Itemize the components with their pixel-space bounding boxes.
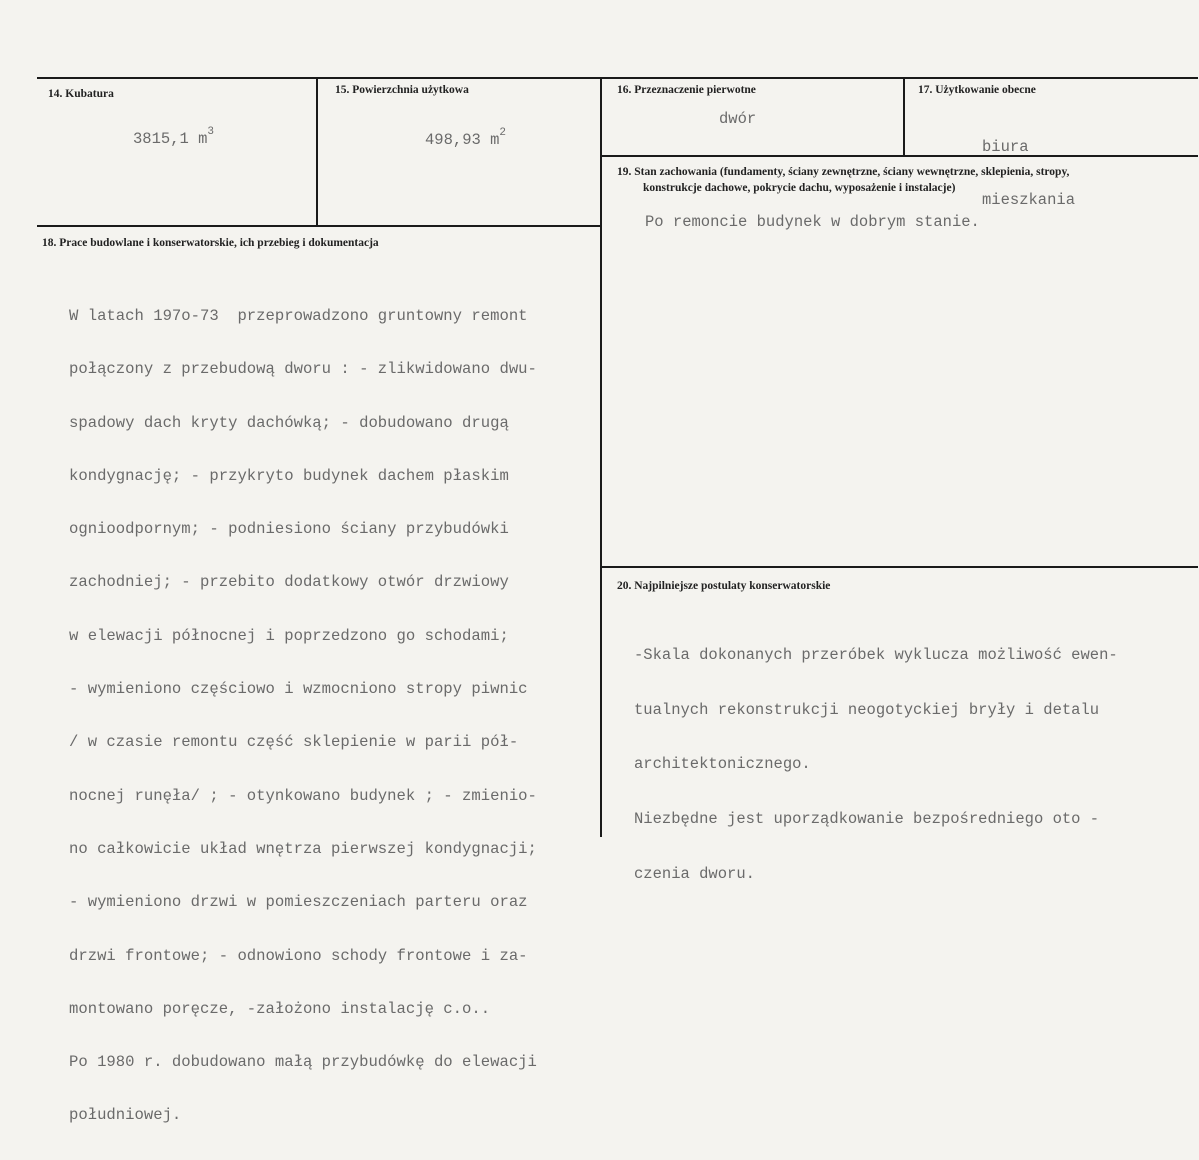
grid-line-low-right bbox=[601, 566, 1198, 568]
postulate-line: architektonicznego. bbox=[634, 755, 811, 774]
grid-line-v2 bbox=[600, 77, 602, 837]
grid-line-v1 bbox=[316, 77, 318, 226]
kubatura-exponent: 3 bbox=[207, 126, 215, 138]
field-20-value bbox=[634, 610, 1118, 919]
field-14-value bbox=[133, 126, 214, 148]
postulate-line: tualnych rekonstrukcji neogotyckiej bryły i detalu bbox=[634, 700, 1100, 719]
field-17-label: 17. Użytkowanie obecne bbox=[918, 84, 1036, 96]
field-15-value bbox=[425, 127, 506, 149]
field-15-label: 15. Powierzchnia użytkowa bbox=[335, 84, 469, 96]
usage-line: biura bbox=[982, 138, 1029, 156]
field-16-label: 16. Przeznaczenie pierwotne bbox=[617, 84, 756, 96]
postulate-line: czenia dworu. bbox=[634, 864, 755, 883]
works-line: połączony z przebudową dworu : - zlikwidowano dwu- bbox=[69, 360, 537, 379]
field-19-value: Po remoncie budynek w dobrym stanie. bbox=[645, 213, 980, 231]
field-14-label: 14. Kubatura bbox=[48, 88, 114, 100]
kubatura-value: 3815,1 m bbox=[133, 130, 208, 148]
works-line: nocnej runęła/ ; - otynkowano budynek ; - zmienio- bbox=[69, 786, 537, 805]
powierzchnia-value: 498,93 m bbox=[425, 131, 500, 149]
works-line: / w czasie remontu część sklepienie w parii pół- bbox=[69, 733, 519, 752]
works-line: w elewacji północnej i poprzedzono go schodami; bbox=[69, 626, 509, 645]
works-line: montowano poręcze, -założono instalację c.o.. bbox=[69, 999, 491, 1018]
field-19-label-line1: 19. Stan zachowania (fundamenty, ściany zewnętrzne, ściany wewnętrzne, sklepienia, stropy, bbox=[617, 166, 1070, 178]
grid-line-v3 bbox=[903, 77, 905, 156]
usage-line: mieszkania bbox=[982, 191, 1076, 210]
works-line: no całkowicie układ wnętrza pierwszej kondygnacji; bbox=[69, 839, 537, 858]
works-line: Po 1980 r. dobudowano małą przybudówkę do elewacji bbox=[69, 1053, 537, 1072]
field-20-label: 20. Najpilniejsze postulaty konserwatorskie bbox=[617, 580, 831, 592]
postulate-line: -Skala dokonanych przeróbek wyklucza możliwość ewen- bbox=[634, 646, 1118, 664]
field-16-value: dwór bbox=[719, 110, 757, 128]
works-line: drzwi frontowe; - odnowiono schody frontowe i za- bbox=[69, 946, 528, 965]
postulate-line: Niezbędne jest uporządkowanie bezpośredniego oto - bbox=[634, 810, 1100, 829]
grid-line-mid-left bbox=[37, 225, 601, 227]
field-19-label-line2: konstrukcje dachowe, pokrycie dachu, wyposażenie i instalacje) bbox=[643, 182, 956, 194]
works-line: ognioodpornym; - podniesiono ściany przybudówki bbox=[69, 520, 509, 539]
field-18-label: 18. Prace budowlane i konserwatorskie, ich przebieg i dokumentacja bbox=[42, 237, 379, 249]
works-line: spadowy dach kryty dachówką; - dobudowano drugą bbox=[69, 413, 509, 432]
grid-line-top bbox=[37, 77, 1198, 79]
works-line: południowej. bbox=[69, 1106, 182, 1125]
works-line: - wymieniono drzwi w pomieszczeniach parteru oraz bbox=[69, 893, 528, 912]
grid-line-mid-right bbox=[601, 155, 1198, 157]
works-line: W latach 197o-73 przeprowadzono gruntowny remont bbox=[69, 307, 528, 325]
field-18-value bbox=[69, 271, 537, 1160]
powierzchnia-exponent: 2 bbox=[499, 127, 507, 139]
works-line: - wymieniono częściowo i wzmocniono stropy piwnic bbox=[69, 680, 528, 699]
works-line: kondygnację; - przykryto budynek dachem płaskim bbox=[69, 466, 509, 485]
works-line: zachodniej; - przebito dodatkowy otwór drzwiowy bbox=[69, 573, 509, 592]
